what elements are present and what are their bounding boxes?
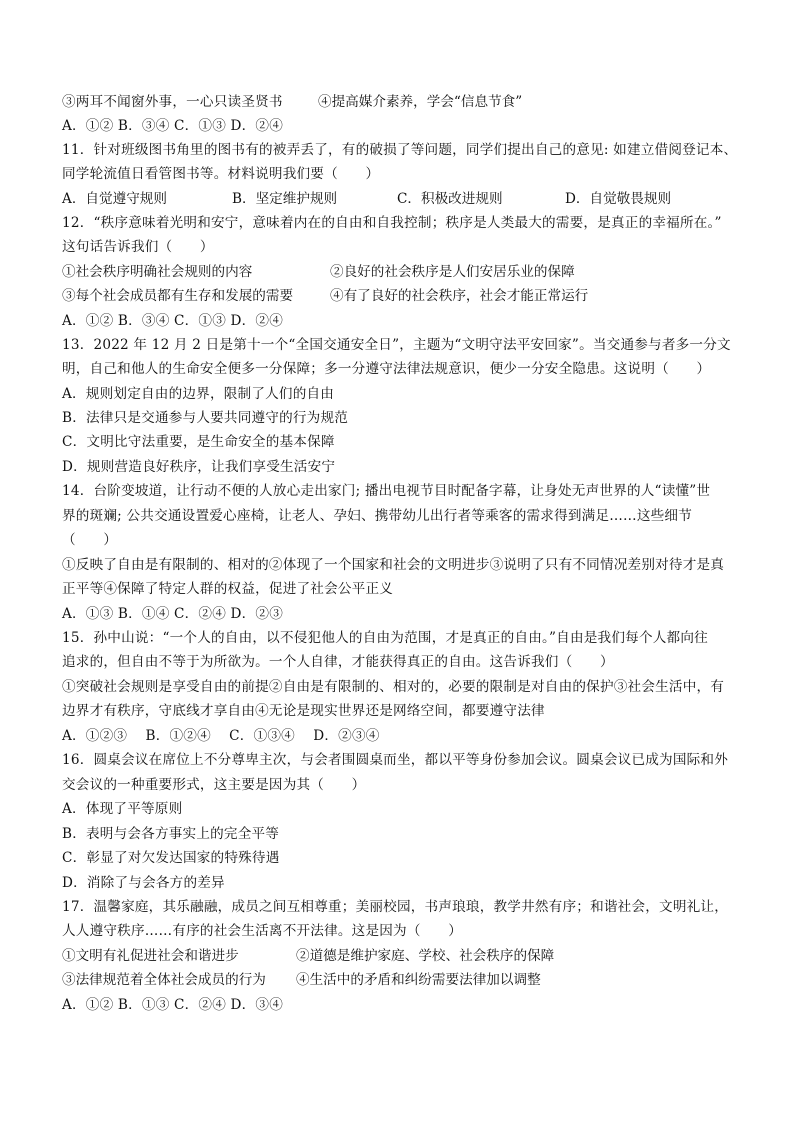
q13-choice-d: D．规则营造良好秩序，让我们享受生活安宁 [62, 459, 336, 475]
q14-stem-line2: 界的斑斓; 公共交通设置爱心座椅，让老人、孕妇、携带幼儿出行者等乘客的需求得到满足……这些细节 [62, 508, 693, 524]
q12-stem-line1: 12．“秩序意味着光明和安宁，意味着内在的自由和自我控制；秩序是人类最大的需要，是真正的幸福所在。” [62, 215, 722, 231]
q16-choice-d: D．消除了与会各方的差异 [62, 875, 225, 891]
q16-choice-a: A．体现了平等原则 [62, 801, 183, 817]
q15-answer-choices: A．①②③ B．①②④ C．①③④ D．②③④ [62, 728, 380, 744]
q14-answer-choices: A．①③ B．①④ C．②④ D．②③ [62, 606, 283, 622]
q16-choice-b: B．表明与会各方事实上的完全平等 [62, 826, 280, 842]
q11-choice-a: A．自觉遵守规则 [62, 191, 167, 207]
q11-stem-line2: 同学轮流值日看管图书等。材料说明我们要（ ） [62, 166, 380, 182]
q10-answer-choices: A．①② B．③④ C．①③ D．②④ [62, 118, 283, 134]
q12-option-1: ①社会秩序明确社会规则的内容 [62, 264, 253, 280]
q13-choice-a: A．规则划定自由的边界，限制了人们的自由 [62, 386, 335, 402]
q12-option-4: ④有了良好的社会秩序，社会才能正常运行 [330, 288, 589, 304]
q13-stem-line2: 明，自己和他人的生命安全便多一分保障；多一分遵守法律法规意识，便少一分安全隐患。这说明（ ） [62, 361, 711, 377]
q16-stem-line1: 16．圆桌会议在席位上不分尊卑主次，与会者围圆桌而坐，都以平等身份参加会议。圆桌会议已成为国际和外 [62, 752, 728, 768]
q14-options-line2: 正平等④保障了特定人群的权益，促进了社会公平正义 [62, 581, 394, 597]
q11-choice-c: C．积极改进规则 [397, 191, 503, 207]
q11-stem-line1: 11．针对班级图书角里的图书有的被弄丢了，有的破损了等问题，同学们提出自己的意见: 如建立借阅登记本、 [62, 142, 738, 158]
q13-choice-b: B．法律只是交通参与人要共同遵守的行为规范 [62, 410, 349, 426]
q11-choice-d: D．自觉敬畏规则 [565, 191, 672, 207]
q12-stem-line2: 这句话告诉我们（ ） [62, 239, 214, 255]
q14-options-line1: ①反映了自由是有限制的、相对的②体现了一个国家和社会的文明进步③说明了只有不同情况差别对待才是真 [62, 557, 725, 573]
q12-option-3: ③每个社会成员都有生存和发展的需要 [62, 288, 294, 304]
q15-options-line1: ①突破社会规则是享受自由的前提②自由是有限制的、相对的，必要的限制是对自由的保护③社会生活中，有 [62, 679, 725, 695]
q17-stem-line1: 17．温馨家庭，其乐融融，成员之间互相尊重；美丽校园，书声琅琅，教学井然有序；和谐社会，文明礼让， [62, 899, 728, 915]
q12-answer-choices: A．①② B．③④ C．①③ D．②④ [62, 313, 283, 329]
q14-stem-line1: 14．台阶变坡道，让行动不便的人放心走出家门; 播出电视节目时配备字幕，让身处无声世界的人“读懂”世 [62, 483, 711, 499]
q11-choice-b: B．坚定维护规则 [232, 191, 338, 207]
q17-option-3: ③法律规范着全体社会成员的行为 [62, 972, 266, 988]
q10-option-4: ④提高媒介素养，学会“信息节食” [318, 94, 523, 110]
q13-choice-c: C．文明比守法重要，是生命安全的基本保障 [62, 434, 335, 450]
q15-options-line2: 边界才有秩序，守底线才享自由④无论是现实世界还是网络空间，都要遵守法律 [62, 703, 545, 719]
q13-stem-line1: 13．2022 年 12 月 2 日是第十一个“全国交通安全日”，主题为“文明守法平安回家”。当交通参与者多一分文 [62, 337, 731, 353]
q14-stem-line3: （ ） [62, 532, 118, 548]
q17-option-4: ④生活中的矛盾和纠纷需要法律加以调整 [296, 972, 541, 988]
q12-option-2: ②良好的社会秩序是人们安居乐业的保障 [330, 264, 575, 280]
q17-option-2: ②道德是维护家庭、学校、社会秩序的保障 [296, 948, 555, 964]
q17-option-1: ①文明有礼促进社会和谐进步 [62, 948, 239, 964]
q17-answer-choices: A．①② B．①③ C．②④ D．③④ [62, 997, 283, 1013]
q17-stem-line2: 人人遵守秩序……有序的社会生活离不开法律。这是因为（ ） [62, 923, 463, 939]
q15-stem-line1: 15．孙中山说：“一个人的自由，以不侵犯他人的自由为范围，才是真正的自由。”自由是我们每个人都向往 [62, 630, 708, 646]
q10-option-3: ③两耳不闻窗外事，一心只读圣贤书 [62, 94, 283, 110]
q16-choice-c: C．彰显了对欠发达国家的特殊待遇 [62, 850, 280, 866]
q16-stem-line2: 交会议的一种重要形式，这主要是因为其（ ） [62, 777, 366, 793]
q15-stem-line2: 追求的，但自由不等于为所欲为。一个人自律，才能获得真正的自由。这告诉我们（ ） [62, 654, 614, 670]
